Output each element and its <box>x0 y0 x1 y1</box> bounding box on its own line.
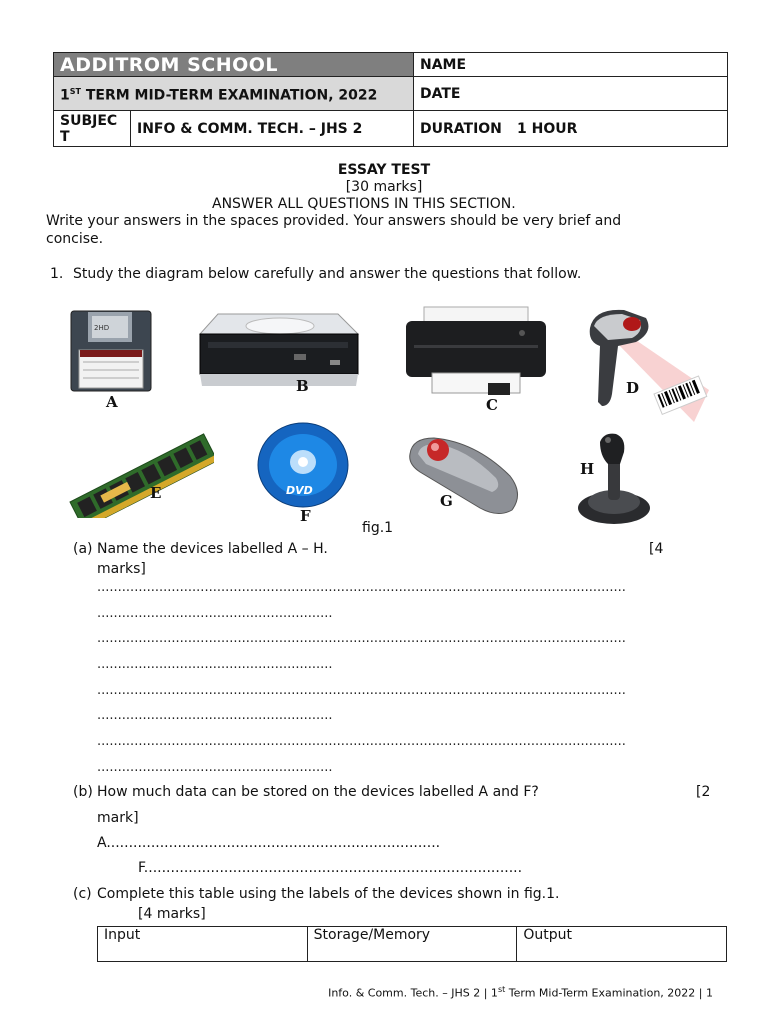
date-field-label: DATE <box>414 77 728 111</box>
part-a-text: Name the devices labelled A – H. <box>97 541 328 557</box>
answer-line[interactable]: ......................................................... <box>97 606 333 621</box>
section-marks: [30 marks] <box>345 179 423 195</box>
exam-title: 1ST TERM MID-TERM EXAMINATION, 2022 <box>54 77 414 111</box>
school-name: ADDITROM SCHOOL <box>54 53 414 77</box>
floppy-disk-image <box>70 310 154 392</box>
answer-line[interactable]: ................................................................................................................................ <box>97 580 626 595</box>
name-field-label: NAME <box>414 53 728 77</box>
optical-drive-image <box>198 312 360 390</box>
part-a-marks: [4 <box>649 541 664 557</box>
barcode-scanner-image <box>584 302 712 428</box>
answer-line[interactable]: ......................................................... <box>97 708 333 723</box>
part-c-text: Complete this table using the labels of the devices shown in fig.1. <box>97 886 560 902</box>
device-label-g: G <box>440 492 453 510</box>
figure-caption: fig.1 <box>362 520 394 536</box>
question-1-text: Study the diagram below carefully and answer the questions that follow. <box>73 266 582 282</box>
svg-text:2HD: 2HD <box>94 324 110 332</box>
part-b-marks: [2 <box>696 784 711 800</box>
table-header-input[interactable]: Input <box>98 927 308 962</box>
device-label-d: D <box>626 379 640 397</box>
part-a-label: (a) <box>73 541 93 557</box>
answer-line[interactable]: ................................................................................................................................ <box>97 734 626 749</box>
answer-line[interactable]: ......................................................... <box>97 657 333 672</box>
answer-line[interactable]: ................................................................................................................................ <box>97 631 626 646</box>
printer-image <box>404 305 548 397</box>
part-a-marks-cont: marks] <box>97 561 146 577</box>
part-c-marks: [4 marks] <box>138 906 206 922</box>
answer-line-f[interactable]: F..................................................................................... <box>138 860 523 876</box>
part-c-label: (c) <box>73 886 92 902</box>
device-label-c: C <box>486 396 498 414</box>
part-b-label: (b) <box>73 784 93 800</box>
svg-text:DVD: DVD <box>286 484 313 497</box>
joystick-image <box>574 430 652 528</box>
device-category-table <box>97 926 727 962</box>
page-footer: Info. & Comm. Tech. – JHS 2 | 1st Term Mid-Term Examination, 2022 | 1 <box>328 985 713 1000</box>
memory-module-image <box>64 428 214 518</box>
subject-value: INFO & COMM. TECH. – JHS 2 <box>131 111 414 147</box>
duration-value: 1 HOUR <box>511 111 728 147</box>
exam-header-table <box>53 52 728 147</box>
answer-line-a[interactable]: A........................................................................... <box>97 835 441 851</box>
part-b-marks-cont: mark] <box>97 810 139 826</box>
instruction-line-3: concise. <box>46 231 104 247</box>
table-header-storage[interactable]: Storage/Memory <box>307 927 517 962</box>
instruction-line-1: ANSWER ALL QUESTIONS IN THIS SECTION. <box>212 196 516 212</box>
answer-line[interactable]: ......................................................... <box>97 760 333 775</box>
answer-line[interactable]: ................................................................................................................................ <box>97 683 626 698</box>
question-1-number: 1. <box>50 266 64 282</box>
subject-label: SUBJECT <box>54 111 131 147</box>
device-label-h: H <box>580 460 595 478</box>
table-header-output[interactable]: Output <box>517 927 727 962</box>
part-b-text: How much data can be stored on the devices labelled A and F? <box>97 784 539 800</box>
device-label-e: E <box>150 484 162 502</box>
device-label-a: A <box>106 393 118 411</box>
section-title: ESSAY TEST <box>337 162 431 178</box>
dvd-disc-image <box>256 422 350 508</box>
device-label-b: B <box>296 377 309 395</box>
trackball-mouse-image <box>406 432 522 518</box>
duration-label: DURATION <box>414 111 512 147</box>
instruction-line-2: Write your answers in the spaces provided. Your answers should be very brief and <box>46 213 622 229</box>
device-label-f: F <box>300 507 311 525</box>
